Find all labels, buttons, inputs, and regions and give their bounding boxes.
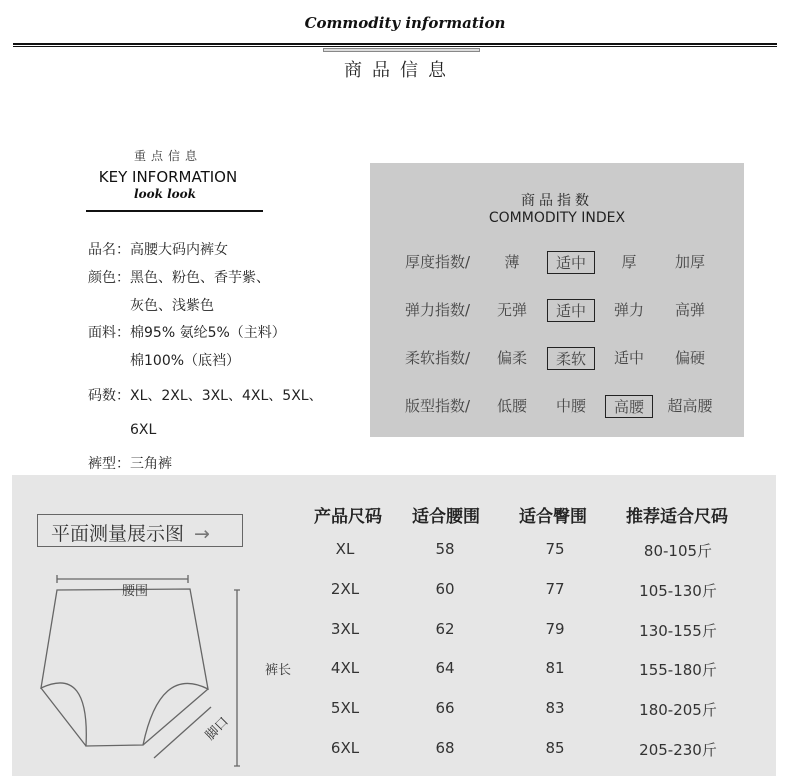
table-cell: 105-130斤 bbox=[639, 581, 717, 600]
table-header: 适合腰围 bbox=[412, 507, 480, 527]
table-cell: 64 bbox=[435, 659, 455, 678]
index-option: 高弹 bbox=[674, 301, 706, 319]
waist-label: 腰围 bbox=[121, 584, 149, 599]
info-item: 码数：XL、2XL、3XL、4XL、5XL、 bbox=[88, 388, 323, 404]
key-info-subtitle: look look bbox=[134, 187, 196, 201]
table-cell: 205-230斤 bbox=[639, 741, 717, 759]
table-cell: 75 bbox=[545, 540, 565, 558]
index-option: 加厚 bbox=[674, 253, 706, 271]
table-cell: 4XL bbox=[330, 659, 360, 678]
info-item: 6XL bbox=[88, 422, 157, 438]
info-item: 面料：棉95% 氨纶5%（主料） bbox=[88, 325, 286, 341]
divider bbox=[13, 43, 777, 45]
index-row-label: 版型指数/ bbox=[405, 397, 471, 415]
length-label: 裤长 bbox=[265, 663, 292, 678]
table-cell: 155-180斤 bbox=[639, 661, 717, 680]
table-cell: 180-205斤 bbox=[639, 701, 717, 720]
divider-accent bbox=[323, 48, 480, 52]
index-option: 中腰 bbox=[555, 397, 587, 415]
table-cell: 60 bbox=[435, 579, 455, 598]
index-option: 低腰 bbox=[496, 397, 528, 415]
diagram-title: 平面测量展示图 bbox=[51, 523, 185, 545]
leg-label: 脚口 bbox=[202, 714, 232, 744]
index-option: 适中 bbox=[613, 349, 645, 367]
index-option: 偏柔 bbox=[496, 349, 528, 367]
index-option: 弹力 bbox=[613, 301, 645, 319]
table-cell: 80-105斤 bbox=[643, 542, 713, 560]
index-row-label: 柔软指数/ bbox=[405, 349, 471, 367]
table-cell: 130-155斤 bbox=[639, 621, 717, 640]
table-cell: 6XL bbox=[330, 739, 360, 757]
underwear-diagram bbox=[30, 570, 290, 770]
key-info-title-cn: 重点信息 bbox=[133, 149, 203, 163]
index-option: 超高腰 bbox=[667, 397, 713, 415]
info-item: 灰色、浅紫色 bbox=[88, 298, 214, 314]
table-header: 适合臀围 bbox=[519, 507, 587, 527]
table-cell: 77 bbox=[545, 579, 565, 598]
index-title-cn: 商品指数 bbox=[521, 193, 593, 209]
table-header: 推荐适合尺码 bbox=[626, 507, 728, 527]
table-cell: 62 bbox=[435, 619, 455, 638]
table-header: 产品尺码 bbox=[314, 507, 382, 527]
index-title-en: COMMODITY INDEX bbox=[488, 210, 626, 226]
info-item: 棉100%（底裆） bbox=[88, 353, 241, 369]
arrow-right-icon: → bbox=[194, 523, 210, 545]
info-item: 颜色：黑色、粉色、香芋紫、 bbox=[88, 270, 270, 286]
table-cell: 66 bbox=[435, 699, 455, 718]
index-option-selected: 适中 bbox=[547, 251, 595, 274]
index-option-selected: 适中 bbox=[547, 299, 595, 322]
diagram-title-box bbox=[37, 514, 243, 547]
table-cell: 68 bbox=[435, 739, 455, 757]
divider bbox=[13, 46, 777, 47]
index-row-label: 厚度指数/ bbox=[405, 253, 471, 271]
info-item: 品名：高腰大码内裤女 bbox=[88, 242, 228, 258]
index-option-selected: 高腰 bbox=[605, 395, 653, 418]
table-cell: 3XL bbox=[330, 619, 360, 638]
table-cell: 5XL bbox=[330, 699, 360, 718]
info-item: 裤型：三角裤 bbox=[88, 456, 172, 472]
index-option: 厚 bbox=[621, 253, 637, 271]
table-cell: 83 bbox=[545, 699, 565, 718]
table-cell: 85 bbox=[545, 739, 565, 757]
index-option-selected: 柔软 bbox=[547, 347, 595, 370]
table-cell: 2XL bbox=[330, 579, 360, 598]
table-cell: 58 bbox=[435, 540, 455, 558]
key-info-title-en: KEY INFORMATION bbox=[98, 168, 238, 186]
header-title-cn: 商品信息 bbox=[344, 60, 456, 81]
table-cell: 81 bbox=[545, 659, 565, 678]
index-option: 薄 bbox=[504, 253, 520, 271]
index-option: 无弹 bbox=[496, 301, 528, 319]
index-option: 偏硬 bbox=[674, 349, 706, 367]
table-cell: 79 bbox=[545, 619, 565, 638]
header-title-en: Commodity information bbox=[304, 14, 506, 32]
index-row-label: 弹力指数/ bbox=[405, 301, 471, 319]
table-cell: XL bbox=[335, 540, 355, 558]
divider bbox=[86, 210, 263, 212]
